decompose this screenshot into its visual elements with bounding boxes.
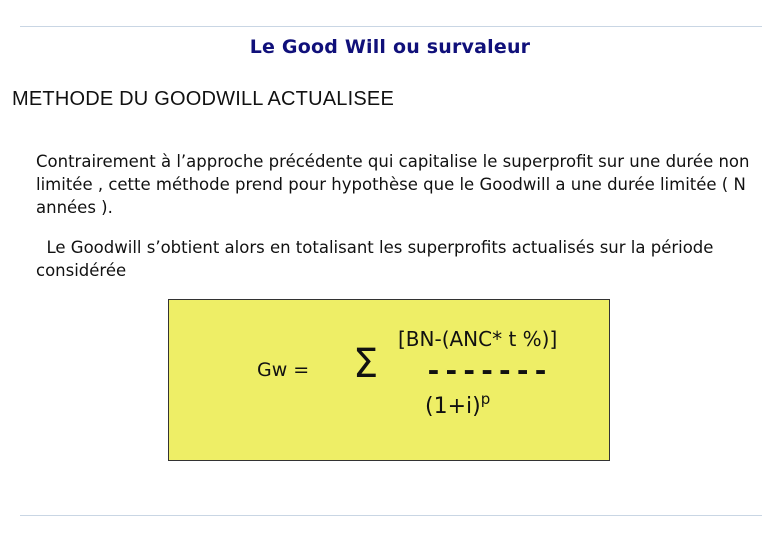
formula-fraction-bar: ------- [425,354,551,387]
formula-numerator: [BN-(ANC* t %)] [398,327,558,351]
top-divider [20,26,762,27]
formula-box [168,299,610,461]
sigma-symbol: Σ [353,341,379,387]
formula-denominator [425,390,491,419]
paragraph-goodwill-calculation: Le Goodwill s’obtient alors en totalisant les superprofits actualisés sur la période considérée [36,238,719,280]
paragraph-method-description: Contrairement à l’approche précédente qui capitalise le superprofit sur une durée non limitée , cette méthode prend pour hypothèse que le Goodwill a une durée limitée ( N années ). [36,152,750,217]
slide-title: Le Good Will ou survaleur [249,36,531,58]
formula-lhs: Gw = [257,359,310,381]
section-subtitle: METHODE DU GOODWILL ACTUALISEE [12,88,394,110]
denominator-base: (1+i) [425,394,481,419]
bottom-divider [20,515,762,516]
denominator-exponent: p [480,390,491,408]
